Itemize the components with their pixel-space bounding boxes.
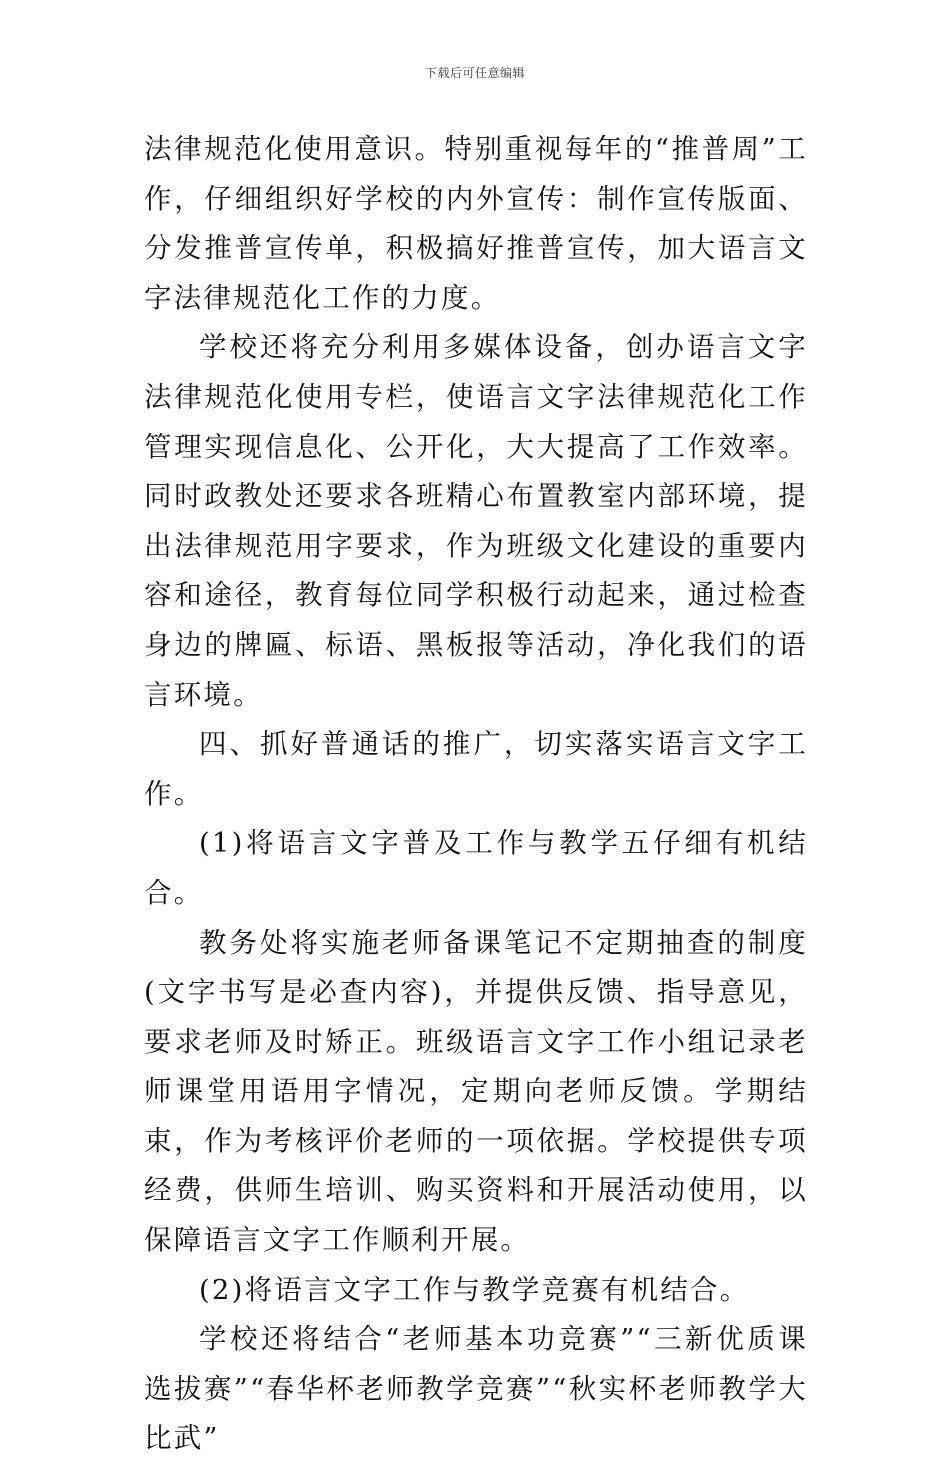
page-header-note: 下载后可任意编辑 xyxy=(424,66,525,80)
paragraph-academic-affairs: 教务处将实施老师备课笔记不定期抽查的制度(文字书写是必查内容)，并提供反馈、指导意见，要求老师及时矫正。班级语言文字工作小组记录老师课堂用语用字情况，定期向老师反馈。学期结束，作为考核评价老师的一项依据。学校提供专项经费，供师生培训、购买资料和开展活动使用，以保障语言文字工作顺利开展。 xyxy=(144,926,808,1257)
section-heading-four: 四、抓好普通话的推广，切实落实语言文字工作。 xyxy=(144,728,808,810)
paragraph-multimedia: 学校还将充分利用多媒体设备，创办语言文字法律规范化使用专栏，使语言文字法律规范化工作管理实现信息化、公开化，大大提高了工作效率。同时政教处还要求各班精心布置教室内部环境，提出法律规范用字要求，作为班级文化建设的重要内容和途径，教育每位同学积极行动起来，通过检查身边的牌匾、标语、黑板报等活动，净化我们的语言环境。 xyxy=(144,331,808,711)
paragraph-continuation: 法律规范化使用意识。特别重视每年的“推普周”工作，仔细组织好学校的内外宣传：制作宣传版面、分发推普宣传单，积极搞好推普宣传，加大语言文字法律规范化工作的力度。 xyxy=(144,133,808,314)
document-body xyxy=(144,125,808,1464)
subheading-two: (2)将语言文字工作与教学竞赛有机结合。 xyxy=(199,1273,750,1306)
subheading-one: (1)将语言文字普及工作与教学五仔细有机结合。 xyxy=(144,827,808,909)
paragraph-competitions: 学校还将结合“老师基本功竞赛”“三新优质课选拔赛”“春华杯老师教学竞赛”“秋实杯老师教学大比武” xyxy=(144,1323,808,1455)
